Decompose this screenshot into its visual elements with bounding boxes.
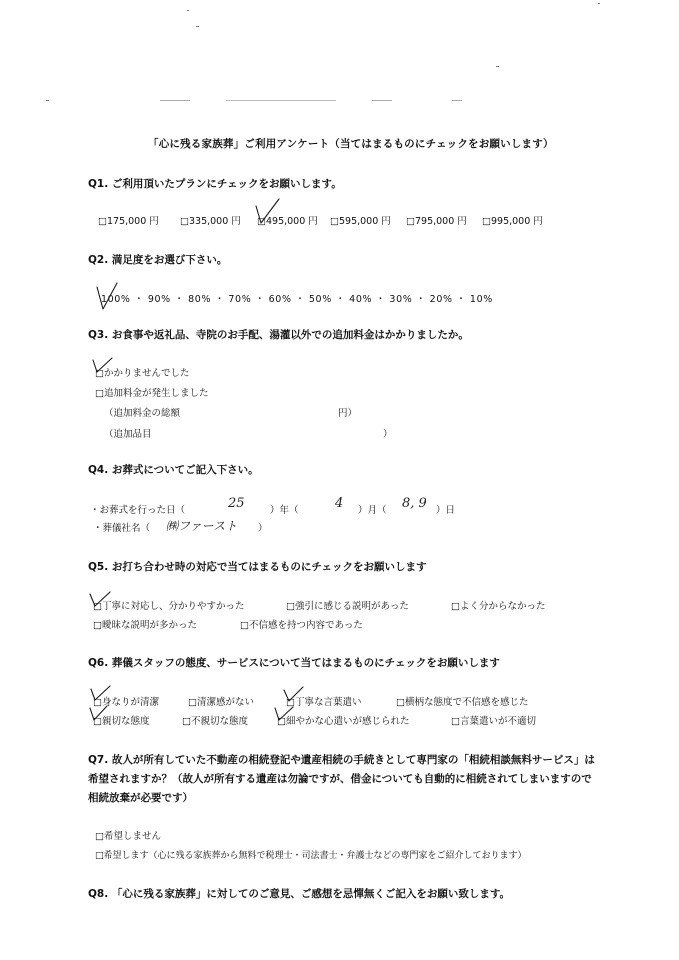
q5-option-unclear[interactable]: □よく分からなかった [451,601,546,612]
q4-label: Q4. お葬式についてご記入下さい。 [88,464,259,476]
q6-option-unkind[interactable]: □不親切な態度 [182,716,248,727]
q4-month-close: ）月（ [358,505,387,516]
q4-year-value[interactable]: 25 [228,496,245,511]
q6-option-attentive[interactable]: □細やかな心遣いが感じられた [277,716,410,727]
q3-option-none[interactable]: □かかりませんでした [95,368,190,379]
q3-total-unit: 円） [338,408,358,419]
q1-option-335000[interactable]: □335,000 円 [180,216,241,227]
q7-label-line1: Q7. 故人が所有していた不動産の相続登記や遺産相続の手続きとして専門家の「相続相談無料サービス」は [88,754,595,766]
q5-option-distrust[interactable]: □不信感を持つ内容であった [240,620,363,631]
q4-company-close: ） [258,523,268,534]
q3-items-close: ） [383,429,393,440]
q4-month-value[interactable]: 4 [335,496,344,511]
q8-label: Q8. 「心に残る家族葬」に対してのご意見、ご感想を忌憚無くご記入をお願い致します。 [88,888,511,900]
q3-option-additional[interactable]: □追加料金が発生しました [95,388,209,399]
q3-label: Q3. お食事や返礼品、寺院のお手配、湯灌以外での追加料金はかかりましたか。 [88,329,469,341]
q6-label: Q6. 葬儀スタッフの態度、サービスについて当てはまるものにチェックをお願いします [88,657,500,669]
page-title: 「心に残る家族葬」ご利用アンケート（当てはまるものにチェックをお願いします） [148,138,554,150]
q1-option-995000[interactable]: □995,000 円 [482,216,543,227]
q4-company-value[interactable]: ㈱ファースト [166,519,238,533]
q6-option-arrogant[interactable]: □横柄な態度で不信感を感じた [396,697,529,708]
q7-option-no[interactable]: □希望しません [95,831,161,842]
q7-label-line3: 相続放棄が必要です） [88,792,193,804]
q1-option-495000[interactable]: □495,000 円 [257,216,318,227]
q1-label: Q1. ご利用頂いたプランにチェックをお願いします。 [88,178,342,190]
q5-option-polite[interactable]: □丁寧に対応し、分かりやすかった [93,601,245,612]
q1-option-795000[interactable]: □795,000 円 [406,216,467,227]
q6-option-inappropriate-language[interactable]: □言葉遣いが不適切 [451,716,536,727]
q6-option-not-clean[interactable]: □清潔感がない [188,697,254,708]
q5-option-vague[interactable]: □曖昧な説明が多かった [93,620,197,631]
q1-option-595000[interactable]: □595,000 円 [330,216,391,227]
q6-option-kind[interactable]: □親切な態度 [93,716,150,727]
q4-date-prefix: ・お葬式を行った日（ [90,505,186,516]
q5-label: Q5. お打ち合わせ時の対応で当てはまるものにチェックをお願いします [88,561,427,573]
q7-label-line2: 希望されますか？（故人が所有する遺産は勿論ですが、借金についても自動的に相続されてしまいますので [88,773,592,785]
q4-year-close: ）年（ [270,505,299,516]
q3-items-label: （追加品目 [104,429,152,440]
q4-day-value[interactable]: 8, 9 [402,496,427,511]
q6-option-polite-language[interactable]: □丁寧な言葉遣い [286,697,362,708]
q3-total-label: （追加料金の総額 [104,408,181,419]
q1-option-175000[interactable]: □175,000 円 [98,216,159,227]
q4-company-label: ・葬儀社名（ [93,523,151,534]
q6-option-clean-appearance[interactable]: □身なりが清潔 [93,697,159,708]
q4-day-close: ）日 [436,505,456,516]
q7-option-yes[interactable]: □希望します（心に残る家族葬から無料で税理士・司法書士・弁護士などの専門家をご紹介しております） [95,851,527,861]
q2-label: Q2. 満足度をお選び下さい。 [88,254,228,266]
q5-option-pushy[interactable]: □強引に感じる説明があった [286,601,409,612]
q2-satisfaction-scale[interactable]: 100% ・ 90% ・ 80% ・ 70% ・ 60% ・ 50% ・ 40% ・ 30% ・ 20% ・ 10% [101,294,493,305]
